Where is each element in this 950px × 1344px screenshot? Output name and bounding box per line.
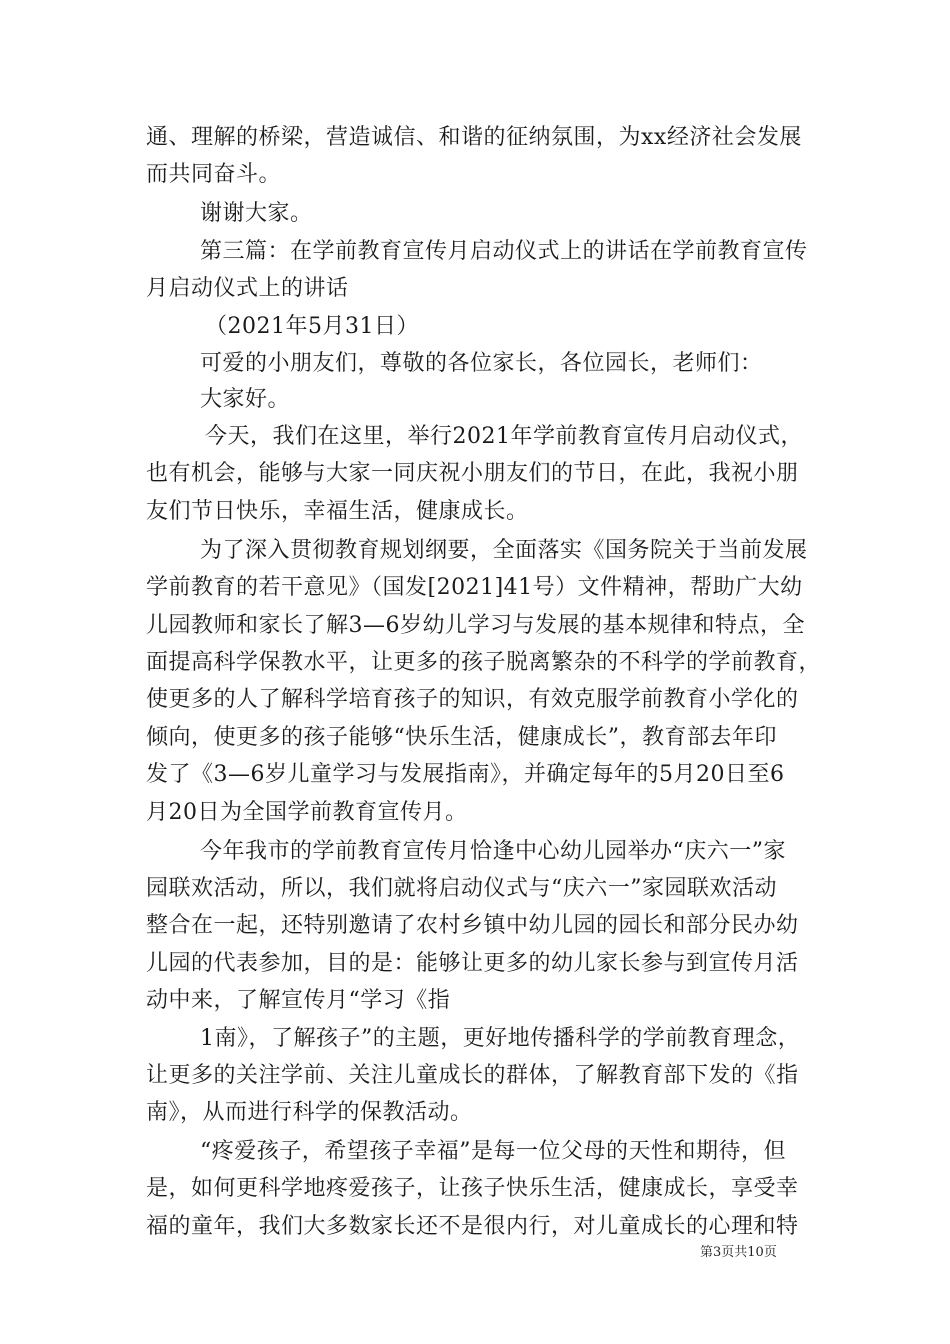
- text-line: 而共同奋斗。: [146, 162, 282, 187]
- text-line: 整合在一起，还特别邀请了农村乡镇中幼儿园的园长和部分民办幼: [146, 913, 799, 938]
- text-line: “疼爱孩子，希望孩子幸福”是每一位父母的天性和期待，但: [200, 1139, 786, 1164]
- text-line: 今年我市的学前教育宣传月恰逢中心幼儿园举办“庆六一”家: [200, 839, 786, 864]
- text-line: 福的童年，我们大多数家长还不是很内行，对儿童成长的心理和特: [146, 1214, 799, 1239]
- text-line: 通、理解的桥梁，营造诚信、和谐的征纳氛围，为xx经济社会发展: [146, 125, 802, 150]
- text-line: 友们节日快乐，幸福生活，健康成长。: [146, 499, 529, 524]
- text-line: 可爱的小朋友们，尊敬的各位家长，各位园长，老师们：: [200, 351, 763, 376]
- page-number-footer: 第3页共10页: [700, 1245, 777, 1260]
- text-line: 也有机会，能够与大家一同庆祝小朋友们的节日，在此，我祝小朋: [146, 461, 799, 486]
- text-line: 大家好。: [200, 387, 291, 412]
- text-line: 谢谢大家。: [200, 201, 313, 226]
- section-heading-continued: 月启动仪式上的讲话: [146, 276, 349, 301]
- section-heading: 第三篇：在学前教育宣传月启动仪式上的讲话在学前教育宣传: [200, 239, 808, 264]
- text-line: 今天，我们在这里，举行2021年学前教育宣传月启动仪式，: [205, 424, 803, 449]
- text-line: 是，如何更科学地疼爱孩子，让孩子快乐生活，健康成长，享受幸: [146, 1176, 799, 1201]
- text-line: 倾向，使更多的孩子能够“快乐生活，健康成长”，教育部去年印: [146, 725, 777, 750]
- text-line: 南》，从而进行科学的保教活动。: [146, 1100, 473, 1125]
- text-line: 动中来，了解宣传月“学习《指: [146, 988, 451, 1013]
- text-line: 使更多的人了解科学培育孩子的知识，有效克服学前教育小学化的: [146, 687, 799, 712]
- speech-date: （2021年5月31日）: [205, 314, 419, 339]
- text-line: 发了《3—6岁儿童学习与发展指南》，并确定每年的5月20日至6: [146, 762, 785, 787]
- text-line: 学前教育的若干意见》（国发[2021]41号）文件精神，帮助广大幼: [146, 575, 803, 600]
- text-line: 为了深入贯彻教育规划纲要，全面落实《国务院关于当前发展: [200, 538, 808, 563]
- text-line: 儿园教师和家长了解3—6岁幼儿学习与发展的基本规律和特点，全: [146, 613, 805, 638]
- text-line: 儿园的代表参加，目的是：能够让更多的幼儿家长参与到宣传月活: [146, 951, 799, 976]
- text-line: 让更多的关注学前、关注儿童成长的群体，了解教育部下发的《指: [146, 1063, 799, 1088]
- text-line: 园联欢活动，所以，我们就将启动仪式与“庆六一”家园联欢活动: [146, 876, 777, 901]
- text-line: 面提高科学保教水平，让更多的孩子脱离繁杂的不科学的学前教育，: [146, 650, 822, 675]
- text-line: 月20日为全国学前教育宣传月。: [146, 800, 468, 825]
- text-line: 1南》，了解孩子”的主题，更好地传播科学的学前教育理念，: [200, 1026, 801, 1051]
